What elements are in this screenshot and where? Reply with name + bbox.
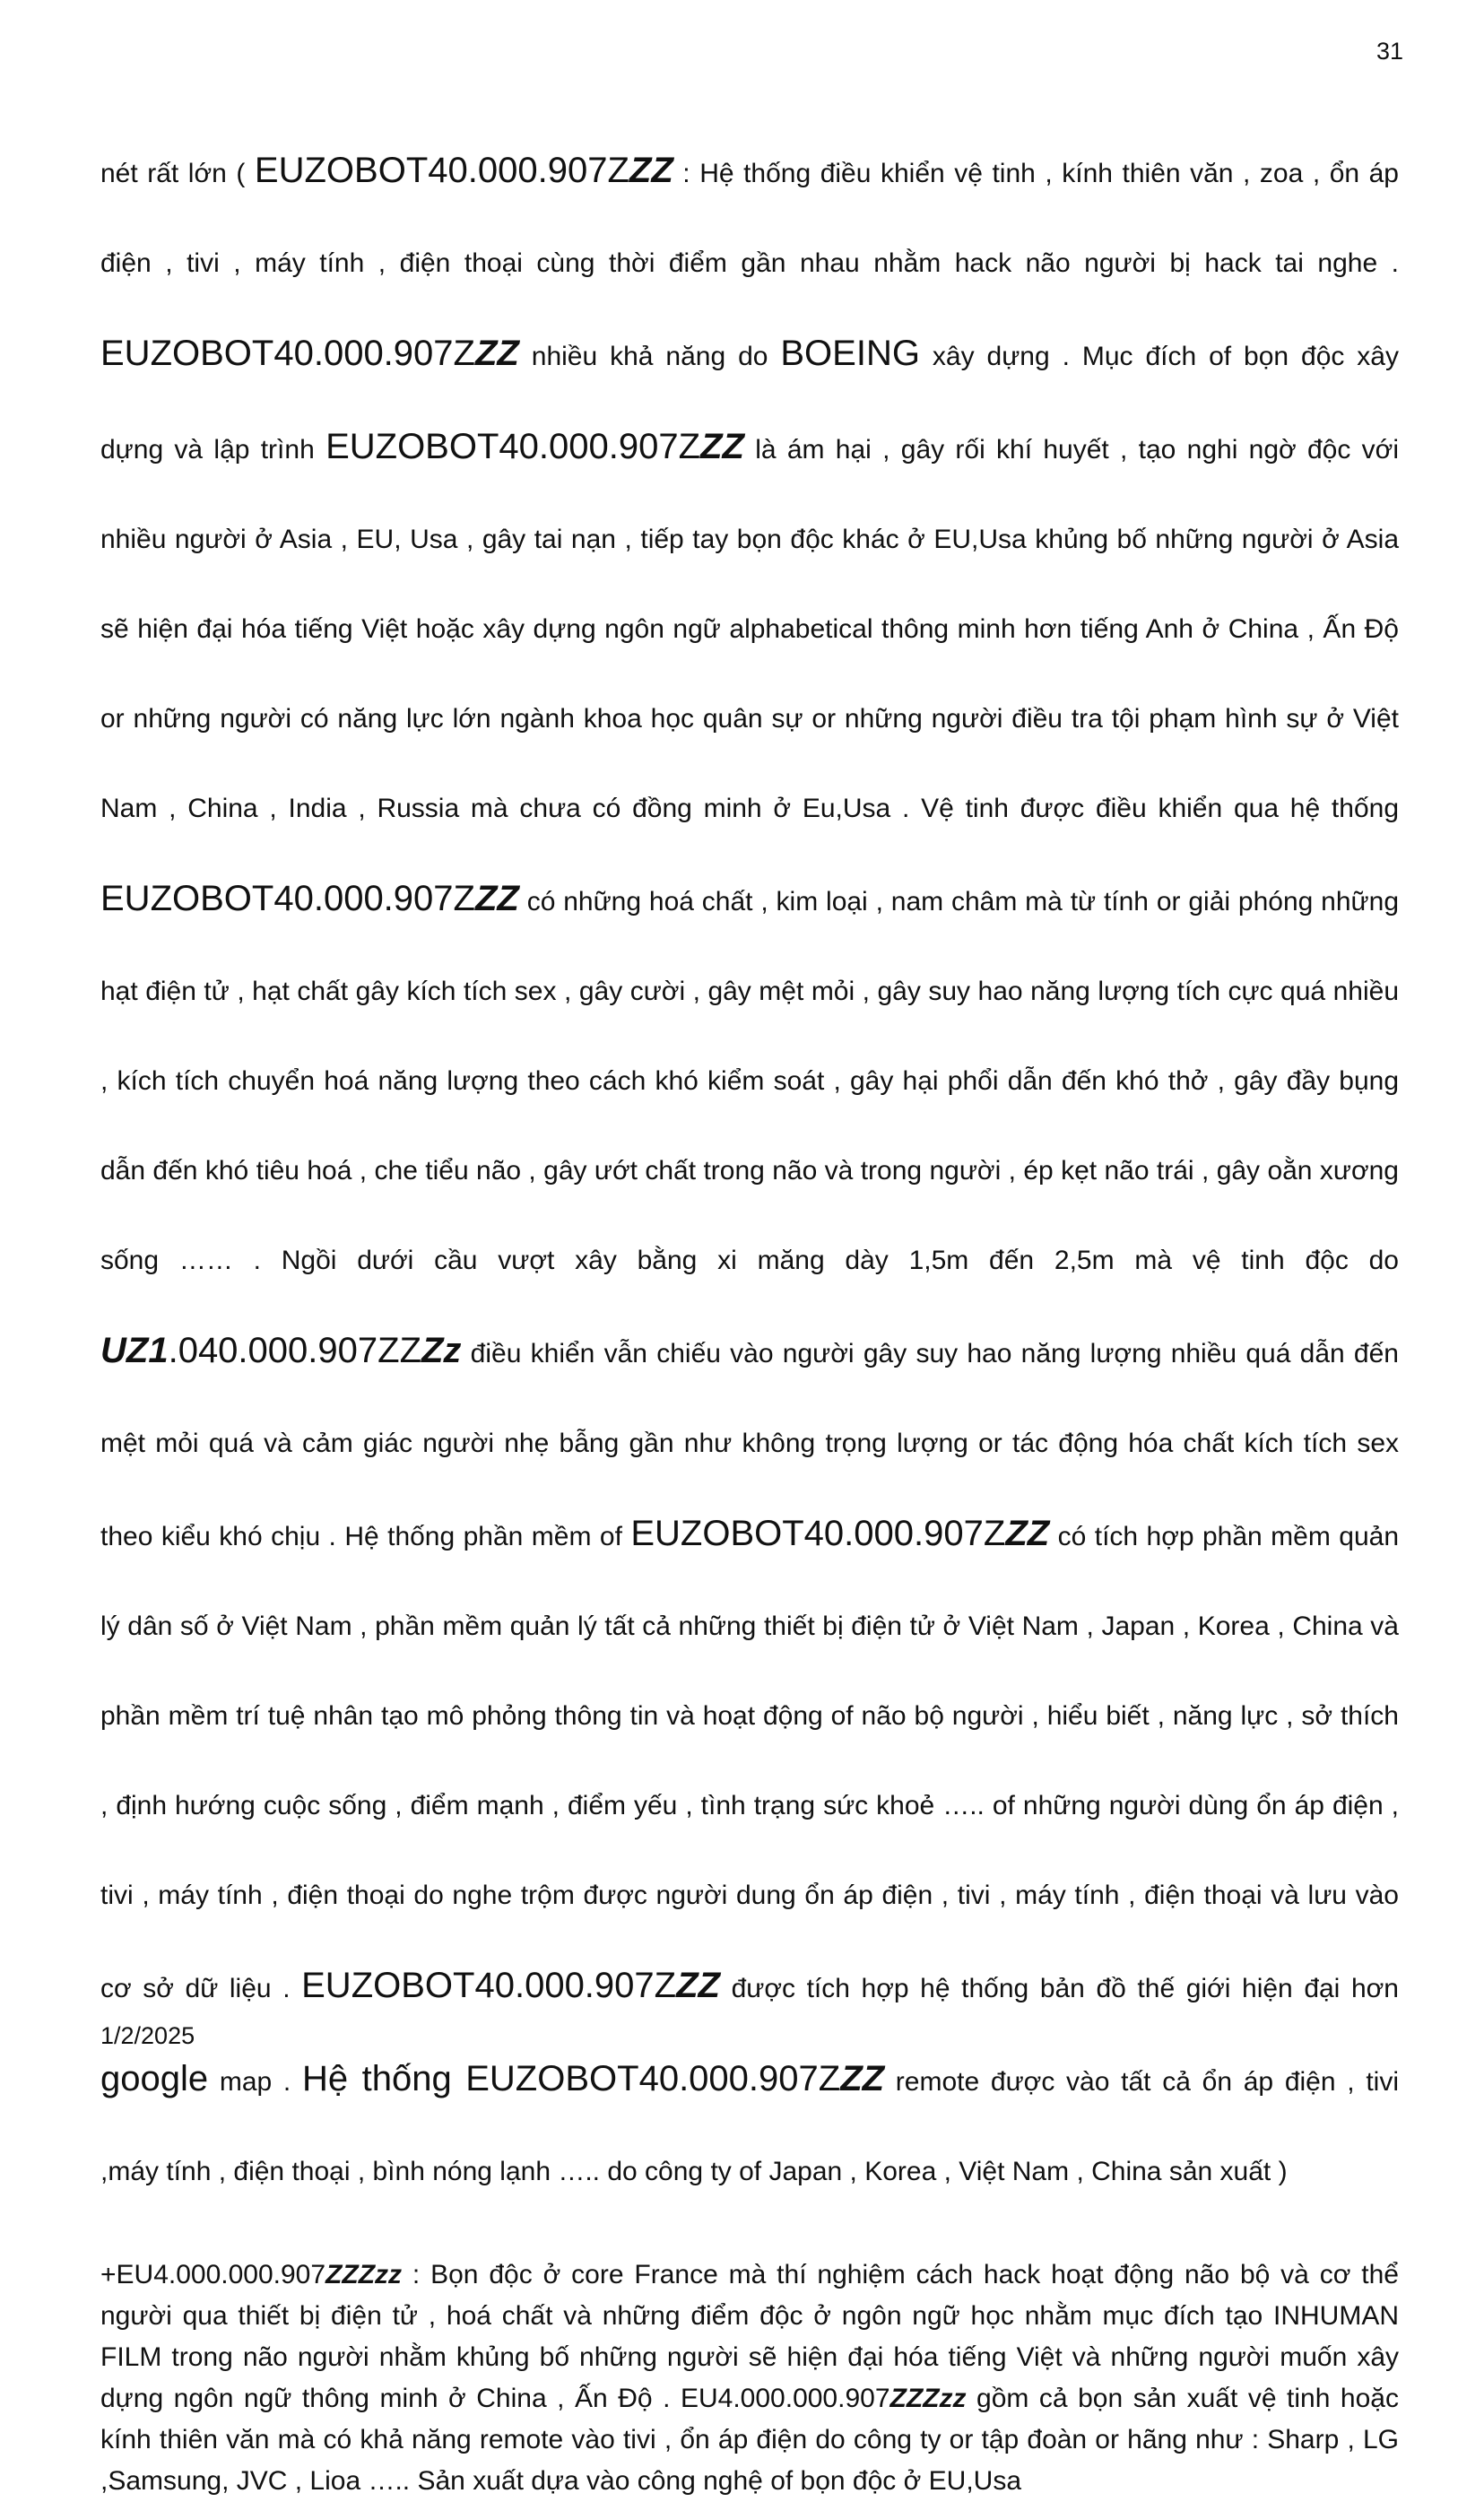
code-euzobot: EUZOBOT40.000.907Z bbox=[100, 879, 475, 918]
page-number: 31 bbox=[1376, 38, 1403, 65]
paragraph-1 bbox=[100, 126, 1399, 2217]
google-text: google bbox=[100, 2059, 209, 2098]
text: là ám hại , gây rối khí huyết , tạo nghi ngờ độc với nhiều người ở Asia , EU, Usa , gây tai nạn , tiếp tay bọn độc khác ở EU,Usa khủng bố những người ở Asia sẽ hiện đại hóa tiếng Việt hoặc xây dựng ngôn ngữ alphabetical thông minh hơn tiếng Anh ở China , Ấn Độ or những người có năng lực lớn ngành khoa học quân sự or những người điều tra tội phạm hình sự ở Việt Nam , China , India , Russia mà chưa có đồng minh ở Eu,Usa . Vệ tinh được điều khiển qua hệ thống bbox=[100, 435, 1399, 823]
text: map . bbox=[208, 2067, 302, 2097]
text: remote được vào tất cả ổn áp điện , tivi ,máy tính , điện thoại , bình nóng lạnh ….. do công ty of Japan , Korea , Việt Nam , China sản xuất ) bbox=[100, 2067, 1399, 2186]
code-suffix: Zz bbox=[421, 1331, 462, 1370]
text: có tích hợp phần mềm quản lý dân số ở Việt Nam , phần mềm quản lý tất cả những thiết bị điện tử ở Việt Nam , Japan , Korea , China và phần mềm trí tuệ nhân tạo mô phỏng thông tin và hoạt động of não bộ người , hiểu biết , năng lực , sở thích , định hướng cuộc sống , điểm mạnh , điểm yếu , tình trạng sức khoẻ ….. of những người dùng ổn áp điện , tivi , máy tính , điện thoại do nghe trộm được người dung ổn áp điện , tivi , máy tính , điện thoại và lưu vào cơ sở dữ liệu . bbox=[100, 1522, 1400, 2003]
code-suffix: ZZZzz bbox=[890, 2384, 967, 2413]
he-thong-text: Hệ thống bbox=[302, 2059, 466, 2098]
document-body bbox=[100, 126, 1399, 2502]
code-euzobot: EUZOBOT40.000.907Z bbox=[325, 427, 701, 466]
code-suffix: ZZ bbox=[1005, 1514, 1050, 1553]
text: gồm cả bọn sản xuất vệ tinh hoặc kính thiên văn mà có khả năng remote vào tivi , ổn áp điện do công ty or tập đoàn or hãng như : Sharp , LG ,Samsung, JVC , Lioa ….. Sản xuất dựa vào công nghệ of bọn độc ở EU,Usa bbox=[100, 2384, 1399, 2496]
paragraph-2 bbox=[100, 2254, 1399, 2502]
code-suffix: ZZ bbox=[676, 1966, 720, 2005]
text: được tích hợp hệ thống bản đồ thế giới hiện đại hơn bbox=[719, 1974, 1399, 2003]
code-euzobot: EUZOBOT40.000.907Z bbox=[301, 1966, 677, 2005]
code-uz1: UZ1 bbox=[100, 1331, 169, 1370]
boeing-text: BOEING bbox=[780, 334, 920, 373]
code-suffix: ZZ bbox=[474, 334, 519, 373]
code-suffix: ZZ bbox=[629, 151, 673, 190]
text: : Hệ thống điều khiển vệ tinh , kính thiên văn , zoa , ổn áp điện , tivi , máy tính , điện thoại cùng thời điểm gần nhau nhằm hack não người bị hack tai nghe . bbox=[100, 159, 1399, 278]
code-eu4: +EU4.000.000.907 bbox=[100, 2260, 326, 2289]
code-eu4: EU4.000.000.907 bbox=[680, 2384, 890, 2413]
code-euzobot: EUZOBOT40.000.907Z bbox=[100, 334, 475, 373]
code-suffix: ZZZzz bbox=[325, 2260, 403, 2289]
text: xây dựng . Mục đích of bọn độc xây dựng và lập trình bbox=[100, 342, 1399, 465]
code-euzobot: EUZOBOT40.000.907Z bbox=[465, 2059, 841, 2098]
text: : Bọn độc ở core France mà thí nghiệm cách hack hoạt động não bộ và cơ thể người qua thiết bị điện tử , hoá chất và những điểm độc ở ngôn ngữ học nhằm mục đích tạo INHUMAN FILM trong não người nhằm khủng bố những người sẽ hiện đại hóa tiếng Việt và những người muốn xây dựng ngôn ngữ thông minh ở China , Ấn Độ . bbox=[100, 2260, 1399, 2413]
text: nhiều khả năng do bbox=[518, 342, 781, 371]
code-suffix: ZZ bbox=[840, 2059, 885, 2098]
code-euzobot: EUZOBOT40.000.907Z bbox=[630, 1514, 1006, 1553]
text: điều khiển vẫn chiếu vào người gây suy hao năng lượng nhiều quá dẫn đến mệt mỏi quá và cảm giác người nhẹ bẫng gần như không trọng lượng or tác động hóa chất kích tích sex theo kiểu khó chịu . Hệ thống phần mềm of bbox=[100, 1339, 1399, 1551]
code-euzobot: EUZOBOT40.000.907Z bbox=[254, 151, 629, 190]
text: có những hoá chất , kim loại , nam châm mà từ tính or giải phóng những hạt điện tử , hạt chất gây kích tích sex , gây cười , gây mệt mỏi , gây suy hao năng lượng tích cực quá nhiều , kích tích chuyển hoá năng lượng theo cách khó kiểm soát , gây hại phổi dẫn đến khó thở , gây đầy bụng dẫn đến khó tiêu hoá , che tiểu não , gây ướt chất trong não và trong người , ép kẹt não trái , gây oằn xương sống …… . Ngồi dưới cầu vượt xây bằng xi măng dày 1,5m đến 2,5m mà vệ tinh độc do bbox=[100, 887, 1399, 1275]
code-suffix: ZZ bbox=[700, 427, 744, 466]
footer-date: 1/2/2025 bbox=[100, 2022, 195, 2049]
text: nét rất lớn ( bbox=[100, 159, 255, 188]
code-suffix: ZZ bbox=[474, 879, 519, 918]
code-uz1-number: .040.000.907ZZ bbox=[168, 1331, 421, 1370]
